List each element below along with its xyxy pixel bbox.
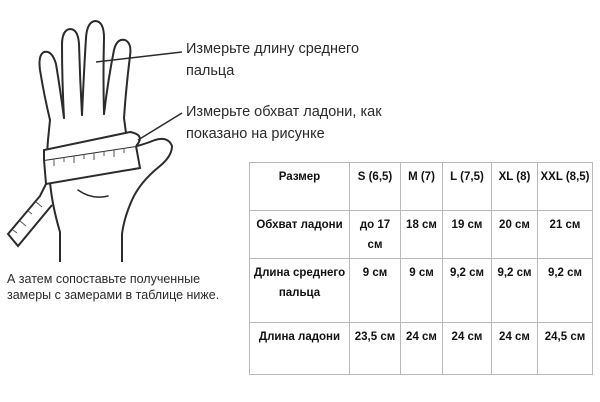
compare-instruction: А затем сопоставьте полученные замеры с замерами в таблице ниже. — [7, 272, 220, 302]
palm-measuring-tape — [8, 132, 140, 246]
header-cell: XXL (8,5) — [538, 163, 593, 211]
size-table — [249, 162, 593, 375]
table-cell: 24 см — [492, 323, 538, 375]
table-cell: 21 см — [538, 211, 593, 259]
header-cell: S (6,5) — [350, 163, 401, 211]
table-cell: 9,2 см — [492, 259, 538, 323]
header-cell: M (7) — [401, 163, 443, 211]
table-cell: 9,2 см — [443, 259, 492, 323]
table-cell: 24,5 см — [538, 323, 593, 375]
table-row — [250, 323, 593, 375]
table-cell: до 17 см — [350, 211, 401, 259]
header-cell: XL (8) — [492, 163, 538, 211]
table-row — [250, 211, 593, 259]
table-cell: 18 см — [401, 211, 443, 259]
table-cell: 9,2 см — [538, 259, 593, 323]
palm-girth-instruction: Измерьте обхват ладони, как показано на рисунке — [186, 104, 382, 142]
middle-finger-instruction: Измерьте длину среднего пальца — [186, 41, 360, 79]
row-label: Длина ладони — [250, 323, 350, 375]
table-cell: 24 см — [443, 323, 492, 375]
header-cell: L (7,5) — [443, 163, 492, 211]
header-cell: Размер — [250, 163, 350, 211]
table-cell: 9 см — [401, 259, 443, 323]
size-table-header-row — [250, 163, 593, 211]
middle-finger-pointer-line — [96, 52, 182, 62]
row-label: Обхват ладони — [250, 211, 350, 259]
table-row — [250, 259, 593, 323]
table-cell: 20 см — [492, 211, 538, 259]
table-cell: 23,5 см — [350, 323, 401, 375]
table-cell: 19 см — [443, 211, 492, 259]
palm-pointer-line — [138, 113, 182, 140]
table-cell: 24 см — [401, 323, 443, 375]
table-cell: 9 см — [350, 259, 401, 323]
row-label: Длина среднего пальца — [250, 259, 350, 323]
